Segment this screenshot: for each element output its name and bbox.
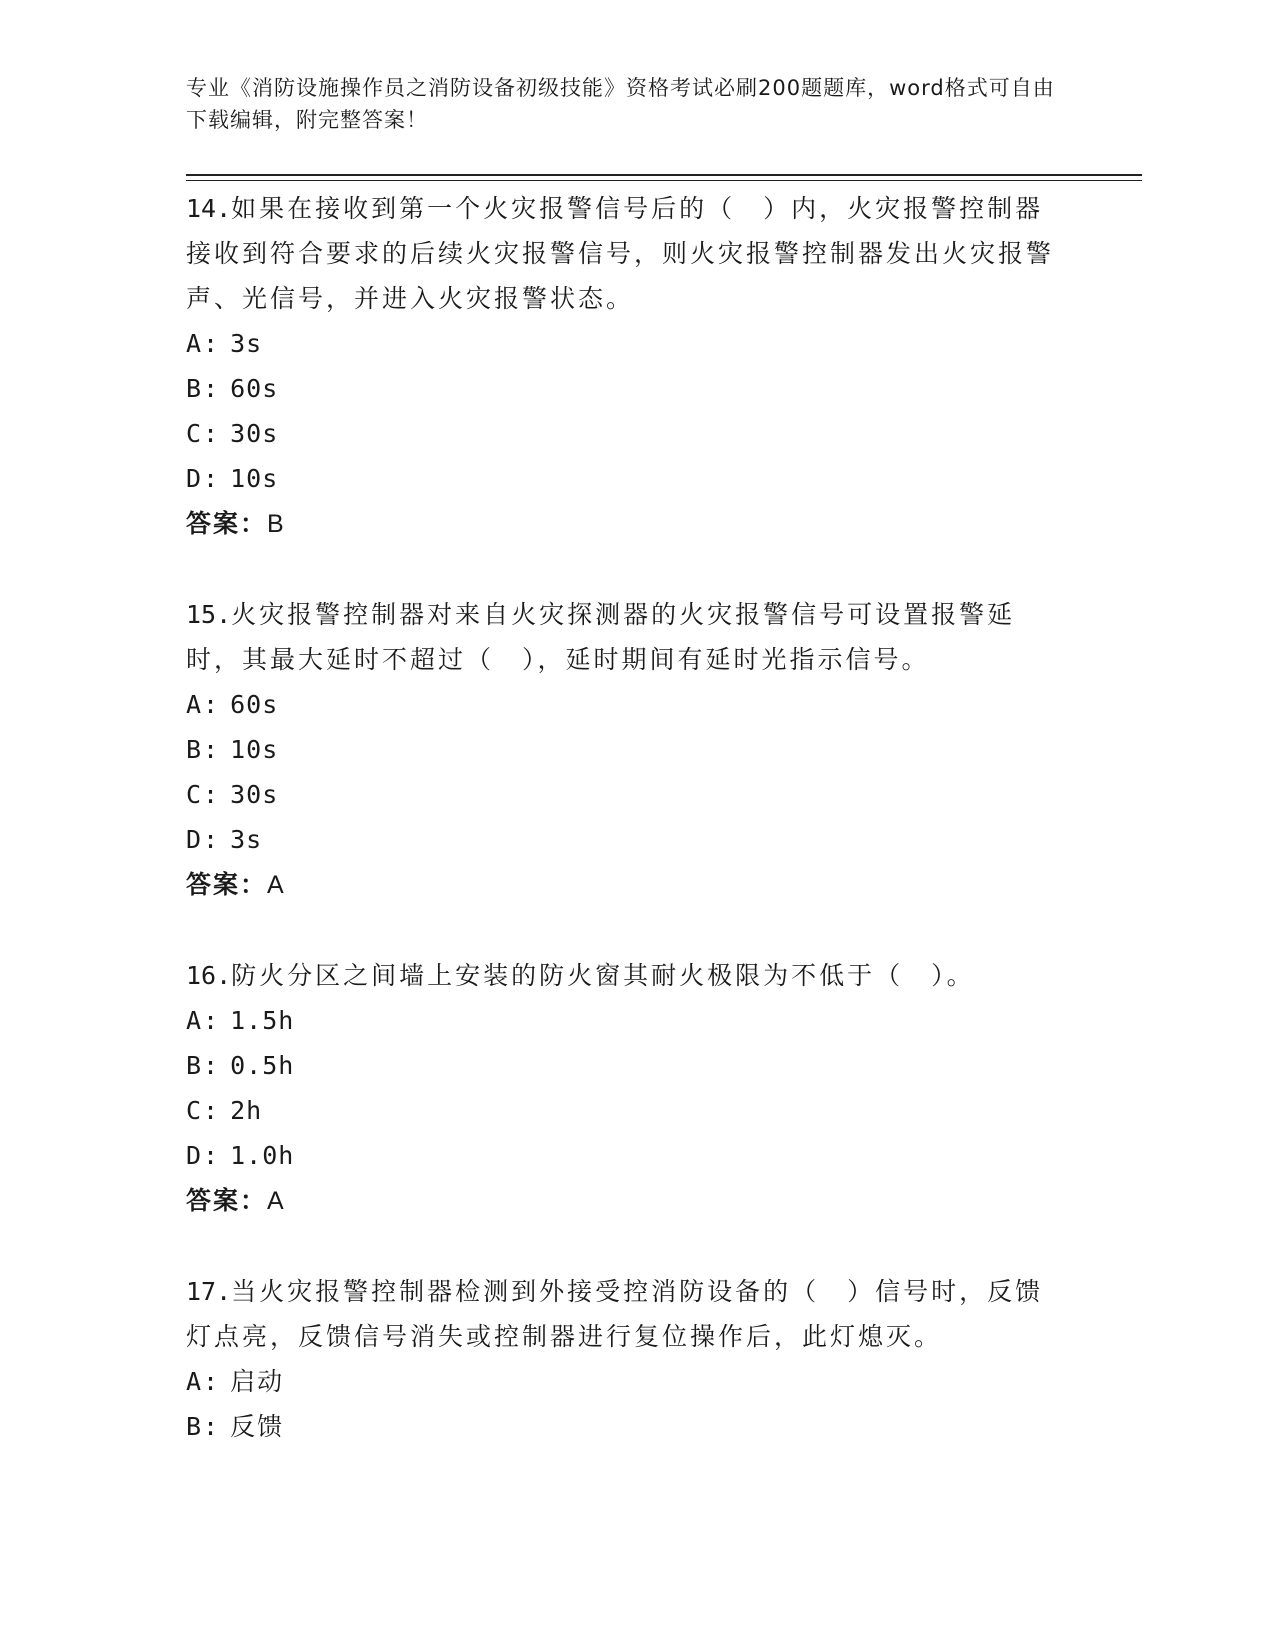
option-b — [186, 1404, 1066, 1449]
option-letter: B: — [186, 374, 221, 403]
answer-line — [186, 501, 1066, 547]
option-value: 10s — [230, 464, 279, 493]
answer-value: A — [267, 1187, 286, 1215]
option-b — [186, 1043, 1066, 1088]
answer-label: 答案： — [186, 1186, 268, 1215]
option-a — [186, 682, 1066, 727]
option-d — [186, 817, 1066, 862]
question-stem: 防火分区之间墙上安装的防火窗其耐火极限为不低于（ ）。 — [231, 961, 975, 990]
option-value: 30s — [230, 419, 279, 448]
question-15 — [186, 592, 1066, 908]
option-d — [186, 456, 1066, 501]
option-letter: A: — [186, 690, 221, 719]
option-value: 60s — [230, 690, 279, 719]
answer-value: A — [267, 871, 286, 899]
option-value: 3s — [230, 825, 263, 854]
option-letter: A: — [186, 1006, 221, 1035]
question-text — [186, 1269, 1066, 1359]
option-d — [186, 1133, 1066, 1178]
option-value: 启动 — [230, 1367, 285, 1396]
question-text — [186, 186, 1066, 321]
option-value: 60s — [230, 374, 279, 403]
answer-line — [186, 1178, 1066, 1224]
option-c — [186, 1088, 1066, 1133]
document-header: 专业《消防设施操作员之消防设备初级技能》资格考试必刷200题题库，word格式可自由下载编辑，附完整答案！ — [186, 76, 1055, 132]
option-a — [186, 998, 1066, 1043]
option-a — [186, 321, 1066, 366]
option-b — [186, 366, 1066, 411]
option-letter: C: — [186, 1096, 221, 1125]
option-b — [186, 727, 1066, 772]
option-c — [186, 411, 1066, 456]
answer-label: 答案： — [186, 509, 268, 538]
question-stem: 火灾报警控制器对来自火灾探测器的火灾报警信号可设置报警延时，其最大延时不超过（ ），延时期间有延时光指示信号。 — [186, 600, 1016, 674]
option-letter: D: — [186, 1141, 221, 1170]
question-14 — [186, 186, 1066, 547]
option-letter: C: — [186, 780, 221, 809]
option-letter: B: — [186, 1412, 221, 1441]
question-stem: 如果在接收到第一个火灾报警信号后的（ ）内，火灾报警控制器接收到符合要求的后续火灾报警信号，则火灾报警控制器发出火灾报警声、光信号，并进入火灾报警状态。 — [186, 194, 1055, 313]
question-17 — [186, 1269, 1066, 1449]
question-number: 15. — [186, 600, 232, 629]
option-c — [186, 772, 1066, 817]
option-letter: B: — [186, 735, 221, 764]
question-number: 14. — [186, 194, 232, 223]
question-number: 16. — [186, 961, 232, 990]
option-letter: A: — [186, 1367, 221, 1396]
option-value: 1.0h — [230, 1141, 295, 1170]
option-letter: D: — [186, 825, 221, 854]
option-letter: D: — [186, 464, 221, 493]
header-divider-thin — [186, 180, 1142, 181]
header-divider-thick — [186, 174, 1142, 176]
answer-label: 答案： — [186, 870, 268, 899]
option-value: 2h — [230, 1096, 263, 1125]
question-number: 17. — [186, 1277, 232, 1306]
option-value: 反馈 — [230, 1412, 285, 1441]
option-value: 3s — [230, 329, 263, 358]
option-letter: C: — [186, 419, 221, 448]
option-letter: A: — [186, 329, 221, 358]
option-value: 30s — [230, 780, 279, 809]
answer-value: B — [267, 510, 286, 538]
question-text — [186, 592, 1066, 682]
option-value: 1.5h — [230, 1006, 295, 1035]
option-letter: B: — [186, 1051, 221, 1080]
question-list — [186, 186, 1066, 1494]
option-value: 10s — [230, 735, 279, 764]
option-a — [186, 1359, 1066, 1404]
question-text — [186, 953, 1066, 998]
question-stem: 当火灾报警控制器检测到外接受控消防设备的（ ）信号时，反馈灯点亮，反馈信号消失或控制器进行复位操作后，此灯熄灭。 — [186, 1277, 1044, 1351]
answer-line — [186, 862, 1066, 908]
option-value: 0.5h — [230, 1051, 295, 1080]
question-16 — [186, 953, 1066, 1224]
